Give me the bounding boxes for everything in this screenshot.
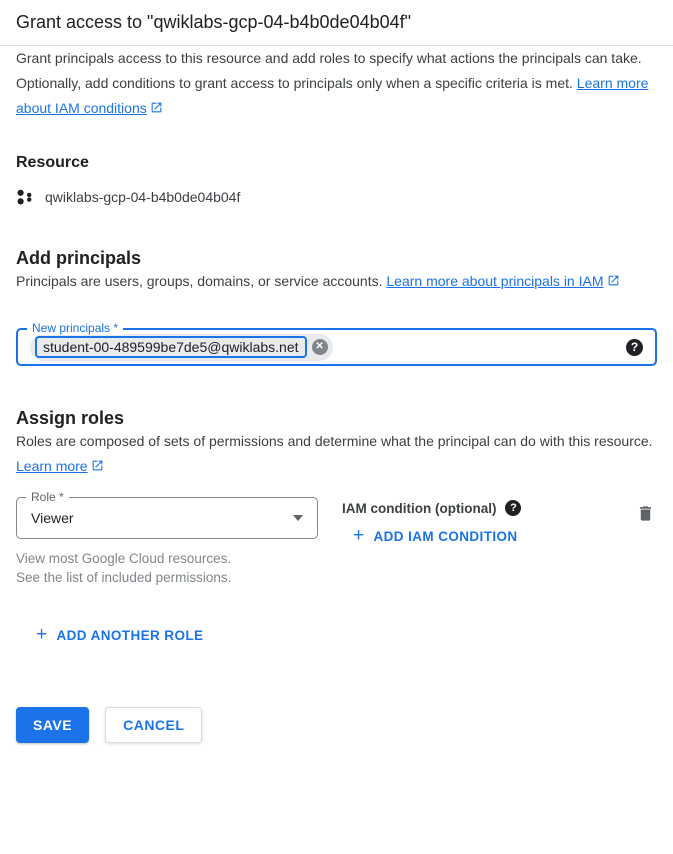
role-select[interactable]: [16, 490, 318, 539]
role-column: [16, 490, 318, 587]
external-link-icon: [607, 270, 620, 295]
dropdown-arrow-icon: [293, 515, 303, 521]
principals-paragraph: [16, 269, 657, 295]
plus-icon: +: [36, 624, 48, 645]
new-principals-field[interactable]: [16, 321, 657, 366]
iam-conditions-link-label: Learn more about IAM conditions: [16, 75, 649, 116]
role-helper-line2: See the list of included permissions.: [16, 570, 232, 585]
add-principals-heading: Add principals: [16, 248, 142, 268]
chip-remove-icon[interactable]: ✕: [312, 339, 328, 355]
dialog-title: Grant access to "qwiklabs-gcp-04-b4b0de04b04f": [16, 12, 412, 32]
roles-learn-more-label: Learn more: [16, 458, 88, 474]
dialog-content: [0, 46, 673, 743]
add-another-role-label: ADD ANOTHER ROLE: [56, 627, 204, 643]
assign-roles-heading: Assign roles: [16, 408, 125, 428]
cancel-button[interactable]: CANCEL: [105, 707, 202, 743]
principals-link-label: Learn more about principals in IAM: [386, 273, 604, 289]
iam-condition-column: [342, 497, 634, 546]
intro-paragraph: [16, 46, 657, 122]
delete-role-button[interactable]: [634, 502, 657, 528]
intro-text: Grant principals access to this resource and add roles to specify what actions the principals can take. Optionally, add conditions to grant access to principals only when a specific criteria is met.: [16, 50, 642, 91]
add-another-role-button[interactable]: [36, 624, 204, 645]
resource-name: qwiklabs-gcp-04-b4b0de04b04f: [45, 189, 241, 205]
condition-help-icon[interactable]: ?: [505, 500, 521, 516]
role-row: [16, 490, 657, 587]
project-icon: [16, 188, 34, 206]
roles-learn-more-link[interactable]: [16, 458, 104, 474]
trash-icon: [636, 511, 655, 526]
iam-condition-label: IAM condition (optional): [342, 500, 497, 516]
add-iam-condition-label: ADD IAM CONDITION: [373, 528, 518, 544]
role-helper-text: [16, 549, 318, 587]
external-link-icon: [150, 97, 163, 122]
principal-chip-value[interactable]: student-00-489599be7de5@qwiklabs.net: [35, 336, 307, 358]
new-principals-label: New principals *: [27, 321, 123, 335]
iam-condition-header: [342, 500, 634, 516]
role-value: Viewer: [31, 510, 74, 526]
dialog-header: [0, 0, 673, 45]
resource-heading: Resource: [16, 154, 89, 171]
save-button[interactable]: SAVE: [16, 707, 89, 743]
roles-description: Roles are composed of sets of permissions and determine what the principal can do with this resource.: [16, 433, 653, 449]
resource-row: [16, 188, 657, 206]
principals-help-icon[interactable]: ?: [626, 339, 643, 356]
dialog-actions: [16, 707, 657, 743]
principals-link[interactable]: [386, 273, 619, 289]
add-iam-condition-button[interactable]: [353, 525, 518, 546]
plus-icon: +: [353, 525, 365, 546]
principal-chip[interactable]: [30, 334, 333, 361]
external-link-icon: [91, 455, 104, 480]
roles-paragraph: [16, 429, 657, 480]
role-label: Role *: [26, 490, 69, 504]
principals-description: Principals are users, groups, domains, or service accounts.: [16, 273, 383, 289]
role-helper-line1: View most Google Cloud resources.: [16, 551, 232, 566]
